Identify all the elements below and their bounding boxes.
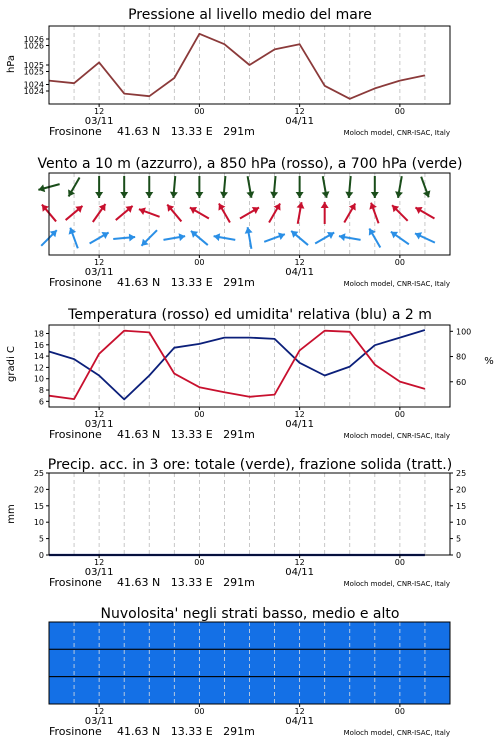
wind-arrow-10m [113, 234, 135, 242]
pressure-panel [6, 7, 450, 138]
y-tick-label: 10 [33, 518, 44, 528]
wind-arrow-10m [245, 227, 253, 249]
wind-panel [37, 156, 462, 289]
location-name: Frosinone [49, 276, 102, 289]
location-name: Frosinone [49, 125, 102, 138]
temp-rh-panel [6, 307, 494, 441]
y-tick-label: 0 [38, 551, 44, 560]
model-credit: Moloch model, CNR-ISAC, Italy [343, 129, 450, 137]
clouds-title: Nuvolosita' negli strati basso, medio e alto [100, 606, 400, 622]
x-date-label: 03/11 [84, 419, 114, 430]
x-date-label: 03/11 [84, 116, 114, 127]
x-tick-label: 12 [294, 558, 305, 567]
x-tick-label: 12 [94, 707, 105, 716]
x-tick-label: 00 [394, 410, 405, 419]
y-tick-label: 1026 [23, 41, 44, 51]
wind-arrow-700 [95, 176, 103, 198]
wind-arrow-700 [220, 176, 228, 198]
x-tick-label: 00 [194, 258, 205, 267]
wind-arrow-700 [395, 176, 403, 198]
location-name: Frosinone [49, 576, 102, 589]
wind-arrow-10m [90, 232, 109, 243]
location-coords: 41.63 N 13.33 E 291m [117, 276, 255, 289]
x-date-label: 04/11 [285, 267, 315, 278]
x-tick-label: 12 [94, 107, 105, 116]
x-tick-label: 00 [194, 558, 205, 567]
temperature-line [49, 331, 425, 399]
wind-arrow-850 [93, 204, 106, 222]
location-coords: 41.63 N 13.33 E 291m [117, 725, 255, 738]
y-right-tick-label: 60 [456, 377, 467, 387]
wind-arrow-700 [170, 176, 178, 198]
y-right-tick-label: 100 [456, 327, 472, 337]
x-tick-label: 00 [194, 707, 205, 716]
x-tick-label: 00 [394, 107, 405, 116]
wind-arrow-10m [291, 231, 308, 245]
x-date-label: 04/11 [285, 116, 315, 127]
wind-arrow-850 [269, 203, 280, 222]
x-date-label: 03/11 [84, 716, 114, 727]
x-tick-label: 00 [194, 410, 205, 419]
wind-arrow-700 [345, 176, 353, 198]
y-tick-label: 10 [33, 374, 44, 384]
y-right-tick-label: 5 [456, 534, 462, 544]
y-right-tick-label: 25 [456, 469, 467, 478]
model-credit: Moloch model, CNR-ISAC, Italy [343, 432, 450, 440]
y-tick-label: 15 [33, 501, 44, 511]
model-credit: Moloch model, CNR-ISAC, Italy [343, 580, 450, 588]
x-tick-label: 12 [294, 410, 305, 419]
precip-title: Precip. acc. in 3 ore: totale (verde), frazione solida (tratt.) [47, 457, 453, 473]
wind-arrow-10m [191, 231, 208, 245]
y-tick-label: 1026 [23, 35, 44, 44]
pressure-title: Pressione al livello medio del mare [128, 7, 372, 23]
precip-panel [6, 457, 466, 589]
wind-arrow-10m [69, 228, 78, 249]
x-tick-label: 00 [394, 258, 405, 267]
y-tick-label: 12 [33, 363, 44, 373]
y-right-tick-label: 20 [456, 485, 467, 495]
wind-arrow-850 [321, 202, 329, 224]
wind-arrow-700 [145, 176, 153, 198]
x-tick-label: 12 [294, 107, 305, 116]
wind-arrow-700 [270, 176, 278, 198]
x-tick-label: 12 [94, 558, 105, 567]
y-tick-label: 25 [33, 469, 44, 478]
model-credit: Moloch model, CNR-ISAC, Italy [343, 729, 450, 737]
x-tick-label: 12 [94, 410, 105, 419]
y-right-tick-label: 15 [456, 501, 467, 511]
wind-arrow-700 [296, 176, 304, 198]
wind-arrow-850 [369, 203, 378, 224]
y-tick-label: 8 [38, 386, 44, 396]
x-date-label: 04/11 [285, 716, 315, 727]
wind-arrow-10m [391, 232, 409, 245]
y-right-tick-label: 0 [456, 551, 462, 560]
wind-arrow-700 [371, 176, 379, 198]
x-date-label: 04/11 [285, 419, 315, 430]
location-coords: 41.63 N 13.33 E 291m [117, 576, 255, 589]
y-right-tick-label: 10 [456, 518, 467, 528]
y-tick-label: 1024 [23, 87, 44, 96]
rh-y-label: % [484, 356, 494, 367]
location-coords: 41.63 N 13.33 E 291m [117, 125, 255, 138]
clouds-panel [49, 606, 450, 738]
y-tick-label: 14 [33, 352, 44, 362]
x-tick-label: 12 [294, 258, 305, 267]
y-tick-label: 6 [38, 397, 44, 407]
precip-y-label: mm [6, 504, 17, 524]
pressure-line [49, 34, 425, 99]
y-tick-label: 1025 [23, 67, 44, 77]
wind-arrow-850 [218, 203, 229, 222]
wind-arrow-700 [246, 176, 254, 198]
y-tick-label: 1024 [23, 80, 44, 90]
location-coords: 41.63 N 13.33 E 291m [117, 428, 255, 441]
wind-arrow-10m [315, 232, 334, 243]
wind-arrow-850 [344, 203, 355, 222]
wind-arrow-850 [297, 202, 305, 224]
temp-y-label: gradi C [6, 346, 17, 382]
pressure-y-label: hPa [6, 54, 17, 74]
wind-arrow-10m [264, 233, 285, 242]
x-date-label: 03/11 [84, 267, 114, 278]
y-tick-label: 1025 [23, 61, 44, 70]
wind-arrow-700 [195, 176, 203, 198]
x-tick-label: 00 [394, 558, 405, 567]
model-credit: Moloch model, CNR-ISAC, Italy [343, 280, 450, 288]
wind-arrow-700 [120, 176, 128, 198]
y-tick-label: 20 [33, 485, 44, 495]
wind-arrow-700 [421, 177, 430, 198]
y-tick-label: 5 [38, 534, 44, 544]
x-date-label: 04/11 [285, 567, 315, 578]
precip-plot-frame [49, 473, 450, 555]
location-name: Frosinone [49, 725, 102, 738]
humidity-line [49, 330, 425, 399]
x-date-label: 03/11 [84, 567, 114, 578]
wind-arrow-700 [322, 176, 330, 198]
wind-arrow-10m [415, 232, 435, 242]
location-name: Frosinone [49, 428, 102, 441]
y-tick-label: 16 [33, 340, 44, 350]
y-right-tick-label: 80 [456, 352, 467, 362]
temp-rh-title: Temperatura (rosso) ed umidita' relativa (blu) a 2 m [68, 307, 432, 323]
x-tick-label: 12 [94, 258, 105, 267]
y-tick-label: 18 [33, 329, 44, 339]
wind-title: Vento a 10 m (azzurro), a 850 hPa (rosso), a 700 hPa (verde) [37, 156, 463, 172]
x-tick-label: 00 [394, 707, 405, 716]
x-tick-label: 00 [194, 107, 205, 116]
x-tick-label: 12 [294, 707, 305, 716]
